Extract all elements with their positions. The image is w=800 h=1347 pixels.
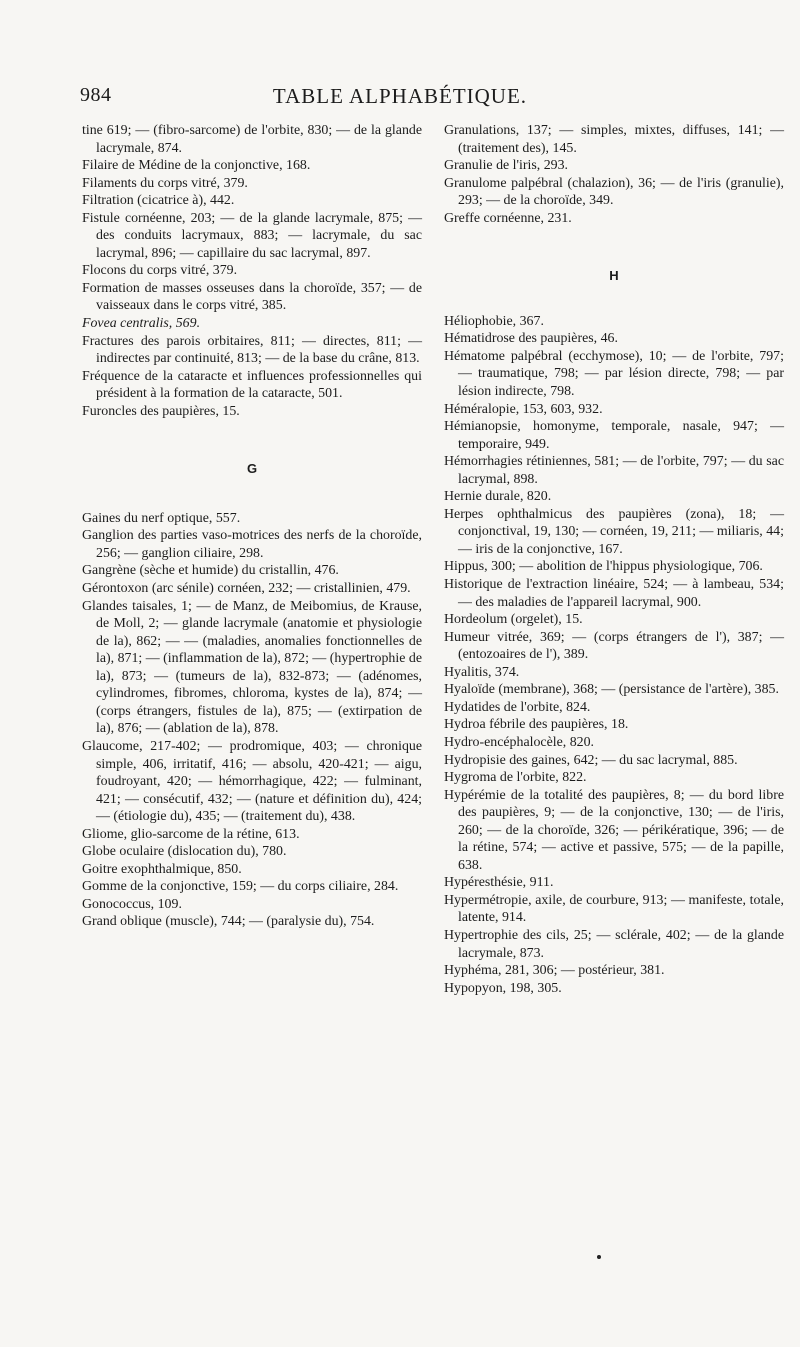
entry-block-g: [82, 510, 422, 931]
index-entry: Fovea centralis, 569.: [82, 316, 201, 332]
index-entry: Hydropisie des gaines, 642; — du sac lacrymal, 885.: [444, 752, 738, 768]
index-entry: Hydatides de l'orbite, 824.: [444, 699, 591, 715]
entry-block-f: [82, 122, 422, 420]
index-entry: Hydroa fébrile des paupières, 18.: [444, 717, 629, 733]
index-entry: Héliophobie, 367.: [444, 313, 544, 329]
index-entry: Hémorrhagies rétiniennes, 581; — de l'orbite, 797; — du sac lacrymal, 898.: [444, 454, 784, 487]
page-header: [0, 84, 800, 114]
index-entry: Granulome palpébral (chalazion), 36; — de l'iris (granulie), 293; — de la choroïde, 349.: [444, 175, 784, 209]
index-entry: Hernie durale, 820.: [444, 489, 552, 505]
index-entry: Fractures des parois orbitaires, 811; — directes, 811; — indirectes par continuité, 813; — de la base du crâne, 813.: [82, 333, 422, 367]
index-entry: Goitre exophthalmique, 850.: [82, 861, 242, 877]
index-entry: Hyphéma, 281, 306; — postérieur, 381.: [444, 963, 665, 979]
index-entry: Hypérémie de la totalité des paupières, 8; — du bord libre des paupières, 9; — de la conjonctive, 130; — de l'iris, 260; — de la choroïde, 326; — périkératique, 396; — de la rétine, 574; — active et passive, 575; — de la papille, 638.: [444, 787, 784, 873]
index-entry: Hémianopsie, homonyme, temporale, nasale, 947; — temporaire, 949.: [444, 419, 784, 452]
index-entry: Filaments du corps vitré, 379.: [82, 175, 248, 191]
index-entry: Hygroma de l'orbite, 822.: [444, 770, 587, 786]
section-letter-g: G: [246, 461, 258, 477]
ink-speck: [597, 1255, 601, 1259]
section-letter-h: H: [609, 268, 619, 284]
entry-block-h: [444, 313, 784, 997]
index-entry: Hématidrose des paupières, 46.: [444, 331, 618, 347]
running-title: TABLE ALPHABÉTIQUE.: [272, 84, 528, 108]
index-entry: Glaucome, 217-402; — prodromique, 403; — chronique simple, 406, irritatif, 416; — absolu, 420-421; — aigu, foudroyant, 420; — hémorrhagique, 422; — fulminant, 421; — consécutif, 432; — (nature et définition du), 424; — (étiologie du), 435; — (traitement du), 438.: [82, 738, 422, 825]
entry-block-g-continued: [444, 122, 784, 227]
index-entry: Ganglion des parties vaso-motrices des nerfs de la choroïde, 256; — ganglion ciliaire, 298.: [82, 528, 422, 561]
index-entry: Filtration (cicatrice à), 442.: [82, 193, 235, 209]
right-column: [444, 122, 784, 997]
index-entry: Hypertrophie des cils, 25; — sclérale, 402; — de la glande lacrymale, 873.: [444, 927, 784, 961]
index-entry: Héméralopie, 153, 603, 932.: [444, 401, 603, 417]
index-entry: Gérontoxon (arc sénile) cornéen, 232; — cristallinien, 479.: [82, 581, 411, 597]
index-entry: tine 619; — (fibro-sarcome) de l'orbite, 830; — de la glande lacrymale, 874.: [82, 123, 422, 156]
page-number: 984: [80, 84, 112, 106]
index-entry: Humeur vitrée, 369; — (corps étrangers de l'), 387; — (entozoaires de l'), 389.: [444, 629, 784, 663]
index-entry: Greffe cornéenne, 231.: [444, 210, 572, 226]
index-entry: Herpes ophthalmicus des paupières (zona), 18; — conjonctival, 19, 130; — cornéen, 19, 211; — miliaris, 44; — iris de la conjonctive, 167.: [444, 506, 784, 557]
index-entry: Furoncles des paupières, 15.: [82, 403, 240, 419]
index-entry: Gomme de la conjonctive, 159; — du corps ciliaire, 284.: [82, 879, 399, 895]
index-entry: Gangrène (sèche et humide) du cristallin, 476.: [82, 563, 339, 579]
index-entry: Grand oblique (muscle), 744; — (paralysie du), 754.: [82, 914, 375, 930]
index-entry: Formation de masses osseuses dans la choroïde, 357; — de vaisseaux dans le corps vitré, 385.: [82, 280, 422, 314]
index-entry: Globe oculaire (dislocation du), 780.: [82, 844, 287, 860]
index-entry: Gliome, glio-sarcome de la rétine, 613.: [82, 826, 300, 842]
left-column: [82, 122, 422, 931]
index-entry: Flocons du corps vitré, 379.: [82, 263, 238, 279]
index-entry: Granulations, 137; — simples, mixtes, diffuses, 141; — (traitement des), 145.: [444, 123, 784, 156]
index-entry: Hyalitis, 374.: [444, 664, 520, 680]
index-entry: Hématome palpébral (ecchymose), 10; — de l'orbite, 797; — traumatique, 798; — par lésion directe, 798; — par lésion indirecte, 798.: [444, 348, 784, 400]
index-entry: Fréquence de la cataracte et influences professionnelles qui président à la formation de la cataracte, 501.: [82, 368, 422, 402]
index-entry: Hippus, 300; — abolition de l'hippus physiologique, 706.: [444, 559, 763, 575]
index-entry: Granulie de l'iris, 293.: [444, 158, 569, 174]
index-entry: Hyaloïde (membrane), 368; — (persistance de l'artère), 385.: [444, 682, 779, 698]
index-entry: Hordeolum (orgelet), 15.: [444, 612, 583, 628]
index-entry: Filaire de Médine de la conjonctive, 168.: [82, 158, 311, 174]
index-entry: Hypopyon, 198, 305.: [444, 980, 562, 996]
index-entry: Gonococcus, 109.: [82, 896, 182, 912]
index-entry: Hydro-encéphalocèle, 820.: [444, 734, 595, 750]
index-entry: Gaines du nerf optique, 557.: [82, 510, 241, 526]
index-entry: Fistule cornéenne, 203; — de la glande lacrymale, 875; — des conduits lacrymaux, 883; — lacrymale, du sac lacrymal, 896; — capillaire du sac lacrymal, 897.: [82, 210, 422, 261]
index-entry: Hypermétropie, axile, de courbure, 913; — manifeste, totale, latente, 914.: [444, 892, 784, 926]
index-entry: Historique de l'extraction linéaire, 524; — à lambeau, 534; — des maladies de l'appareil lacrymal, 900.: [444, 577, 784, 610]
index-entry: Hypéresthésie, 911.: [444, 875, 554, 891]
index-entry: Glandes taisales, 1; — de Manz, de Meibomius, de Krause, de Moll, 2; — glande lacrymale (anatomie et physiologie de la), 862; — — (maladies, anomalies fonctionnelles de la), 871; — (inflammation de la), 872; — (hypertrophie de la), 873; — (tumeurs de la), 832-873; — (adénomes, cylindromes, fibromes, chloroma, kystes de la), 874; — (corps étrangers, fistules de la), 875; — (extirpation de la), 876; — (ablation de la), 878.: [82, 598, 422, 737]
